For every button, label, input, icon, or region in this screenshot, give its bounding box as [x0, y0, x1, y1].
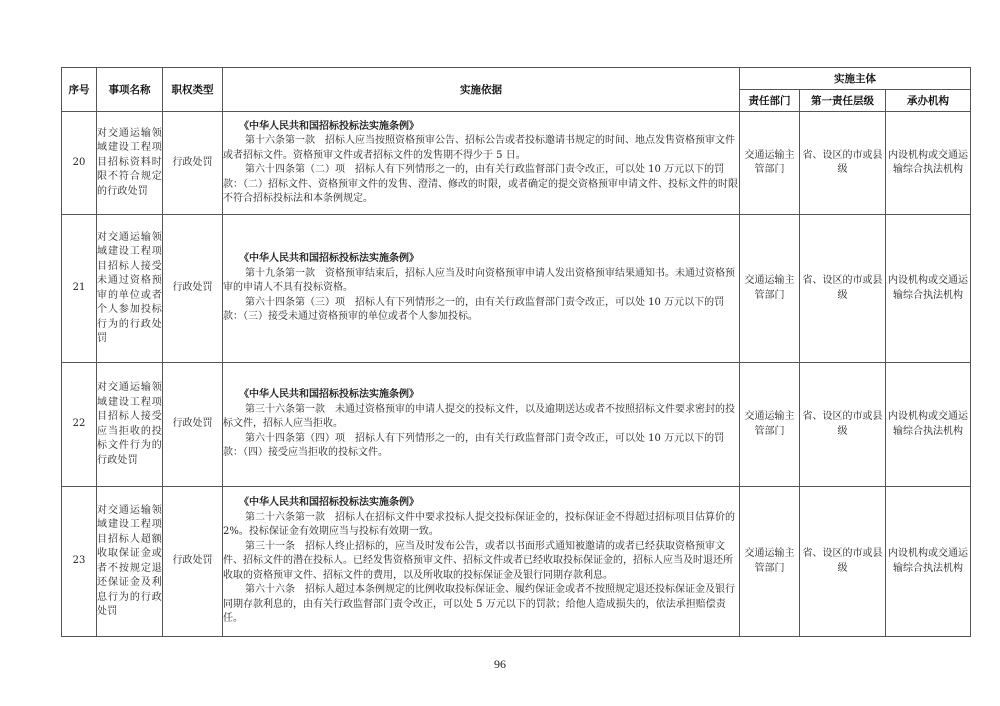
row-basis — [223, 487, 740, 637]
row-seq: 22 — [62, 363, 97, 487]
row-dept: 交通运输主管部门 — [740, 363, 800, 487]
row-power-type: 行政处罚 — [163, 112, 223, 215]
row-level: 省、设区的市或县级 — [800, 487, 886, 637]
header-agency: 承办机构 — [886, 90, 971, 112]
row-agency: 内设机构或交通运输综合执法机构 — [886, 487, 971, 637]
basis-paragraph: 第六十六条 招标人超过本条例规定的比例收取投标保证金、履约保证金或者不按照规定退还投标保证金及银行同期存款利息的，由有关行政监督部门责令改正，可以处 5 万元以下的罚款；给他人造成损失的，依法承担赔偿责任。 — [223, 584, 735, 625]
row-seq: 20 — [62, 112, 97, 215]
row-dept: 交通运输主管部门 — [740, 487, 800, 637]
row-level: 省、设区的市或县级 — [800, 112, 886, 215]
basis-paragraph: 第二十六条第一款 招标人在招标文件中要求投标人提交投标保证金的，投标保证金不得超过招标项目估算价的 2%。投标保证金有效期应当与投标有效期一致。 — [223, 511, 735, 538]
table-row — [62, 487, 971, 637]
basis-paragraph: 第十六条第一款 招标人应当按照资格预审公告、招标公告或者投标邀请书规定的时间、地点发售资格预审文件或者招标文件。资格预审文件或者招标文件的发售期不得少于 5 日。 — [223, 135, 735, 161]
row-level: 省、设区的市或县级 — [800, 215, 886, 363]
row-power-type: 行政处罚 — [163, 487, 223, 637]
table-row — [62, 112, 971, 215]
row-seq: 21 — [62, 215, 97, 363]
table-row — [62, 215, 971, 363]
row-basis — [223, 215, 740, 363]
header-level: 第一责任层级 — [800, 90, 886, 112]
row-agency: 内设机构或交通运输综合执法机构 — [886, 215, 971, 363]
header-seq: 序号 — [62, 68, 97, 112]
row-basis — [223, 363, 740, 487]
basis-paragraph: 第三十六条第一款 未通过资格预审的申请人提交的投标文件，以及逾期送达或者不按照招标文件要求密封的投标文件，招标人应当拒收。 — [223, 403, 735, 430]
row-level: 省、设区的市或县级 — [800, 363, 886, 487]
header-power-type: 职权类型 — [163, 68, 223, 112]
basis-paragraph: 第三十一条 招标人终止招标的，应当及时发布公告，或者以书面形式通知被邀请的或者已经获取资格预审文件、招标文件的潜在投标人。已经发售资格预审文件、招标文件或者已经收取投标保证金的，招标人应当及时退还所收取的资格预审文件、招标文件的费用，以及所收取的投标保证金及银行同期存款利息。 — [223, 540, 733, 581]
header-dept: 责任部门 — [740, 90, 800, 112]
law-title: 《中华人民共和国招标投标法实施条例》 — [239, 253, 419, 265]
basis-paragraph: 第六十四条第（四）项 招标人有下列情形之一的，由有关行政监督部门责令改正，可以处 10 万元以下的罚款：（四）接受应当拒收的投标文件。 — [223, 432, 725, 459]
row-agency: 内设机构或交通运输综合执法机构 — [886, 112, 971, 215]
table-row — [62, 363, 971, 487]
basis-paragraph: 第十九条第一款 资格预审结束后，招标人应当及时向资格预审申请人发出资格预审结果通知书。未通过资格预审的申请人不具有投标资格。 — [223, 267, 735, 294]
basis-paragraph: 第六十四条第（三）项 招标人有下列情形之一的，由有关行政监督部门责令改正，可以处 10 万元以下的罚款：（三）接受未通过资格预审的单位或者个人参加投标。 — [223, 296, 725, 323]
law-title: 《中华人民共和国招标投标法实施条例》 — [239, 497, 419, 509]
row-dept: 交通运输主管部门 — [740, 215, 800, 363]
row-agency: 内设机构或交通运输综合执法机构 — [886, 363, 971, 487]
row-item-name: 对交通运输领域建设工程项目招标资料时限不符合规定的行政处罚 — [97, 112, 163, 215]
row-item-name: 对交通运输领域建设工程项目招标人接受应当拒收的投标文件行为的行政处罚 — [97, 363, 163, 487]
header-basis: 实施依据 — [223, 68, 740, 112]
row-basis — [223, 112, 740, 215]
header-subject: 实施主体 — [740, 68, 971, 90]
header-row — [62, 68, 971, 90]
row-seq: 23 — [62, 487, 97, 637]
header-item-name: 事项名称 — [97, 68, 163, 112]
row-item-name: 对交通运输领域建设工程项目招标人接受未通过资格预审的单位或者个人参加投标行为的行政处罚 — [97, 215, 163, 363]
page-number: 96 — [494, 657, 506, 671]
row-dept: 交通运输主管部门 — [740, 112, 800, 215]
basis-paragraph: 第六十四条第（二）项 招标人有下列情形之一的，由有关行政监督部门责令改正，可以处 10 万元以下的罚款：（二）招标文件、资格预审文件的发售、澄清、修改的时限，或者确定的提交资格预审申请文件、投标文件的时限不符合招标投标法和本条例规定。 — [223, 164, 738, 204]
law-title: 《中华人民共和国招标投标法实施条例》 — [239, 120, 419, 132]
law-title: 《中华人民共和国招标投标法实施条例》 — [239, 389, 419, 401]
enforcement-table — [61, 67, 971, 637]
row-power-type: 行政处罚 — [163, 363, 223, 487]
row-power-type: 行政处罚 — [163, 215, 223, 363]
row-item-name: 对交通运输领域建设工程项目招标人超额收取保证金或者不按规定退还保证金及利息行为的行政处罚 — [97, 487, 163, 637]
